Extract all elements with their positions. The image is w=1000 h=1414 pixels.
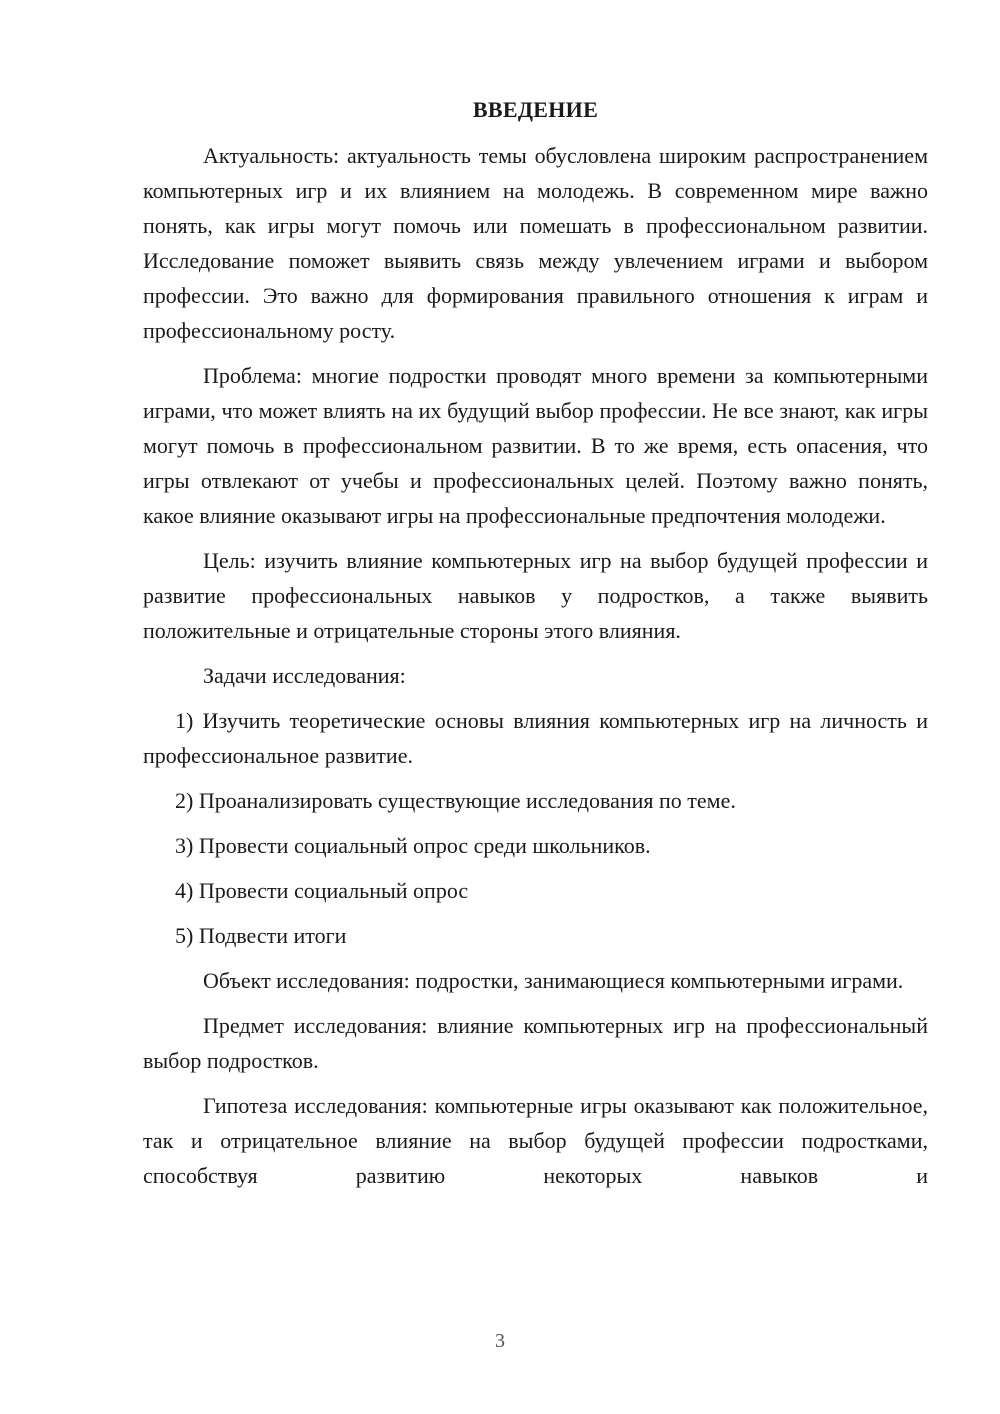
hypothesis-paragraph: Гипотеза исследования: компьютерные игры оказывают как положительное, так и отрицательное влияние на выбор будущей профессии подростками, способствуя развитию некоторых навыков и [143, 1093, 928, 1188]
relevance-paragraph: Актуальность: актуальность темы обусловлена широким распространением компьютерных игр и их влиянием на молодежь. В современном мире важно понять, как игры могут помочь или помешать в профессиональном развитии. Исследование поможет выявить связь между увлечением играми и выбором профессии. Это важно для формирования правильного отношения к играм и профессиональному росту. [143, 143, 928, 343]
task-item-5: 5) Подвести итоги [175, 923, 347, 948]
task-item-2: 2) Проанализировать существующие исследования по теме. [175, 788, 736, 813]
task-item-1: 1) Изучить теоретические основы влияния компьютерных игр на личность и профессиональное развитие. [143, 708, 928, 768]
task-item-3: 3) Провести социальный опрос среди школьников. [175, 833, 651, 858]
object-paragraph: Объект исследования: подростки, занимающиеся компьютерными играми. [203, 968, 904, 993]
section-title: ВВЕДЕНИЕ [472, 97, 599, 122]
goal-paragraph: Цель: изучить влияние компьютерных игр на выбор будущей профессии и развитие профессиональных навыков у подростков, а также выявить положительные и отрицательные стороны этого влияния. [143, 548, 928, 643]
subject-paragraph: Предмет исследования: влияние компьютерных игр на профессиональный выбор подростков. [143, 1013, 928, 1073]
tasks-heading: Задачи исследования: [203, 663, 406, 688]
task-item-4: 4) Провести социальный опрос [175, 878, 469, 903]
page-content [143, 94, 928, 1193]
problem-paragraph: Проблема: многие подростки проводят много времени за компьютерными играми, что может влиять на их будущий выбор профессии. Не все знают, как игры могут помочь в профессиональном развитии. В то же время, есть опасения, что игры отвлекают от учебы и профессиональных целей. Поэтому важно понять, какое влияние оказывают игры на профессиональные предпочтения молодежи. [143, 363, 928, 528]
page-number: 3 [495, 1330, 505, 1352]
